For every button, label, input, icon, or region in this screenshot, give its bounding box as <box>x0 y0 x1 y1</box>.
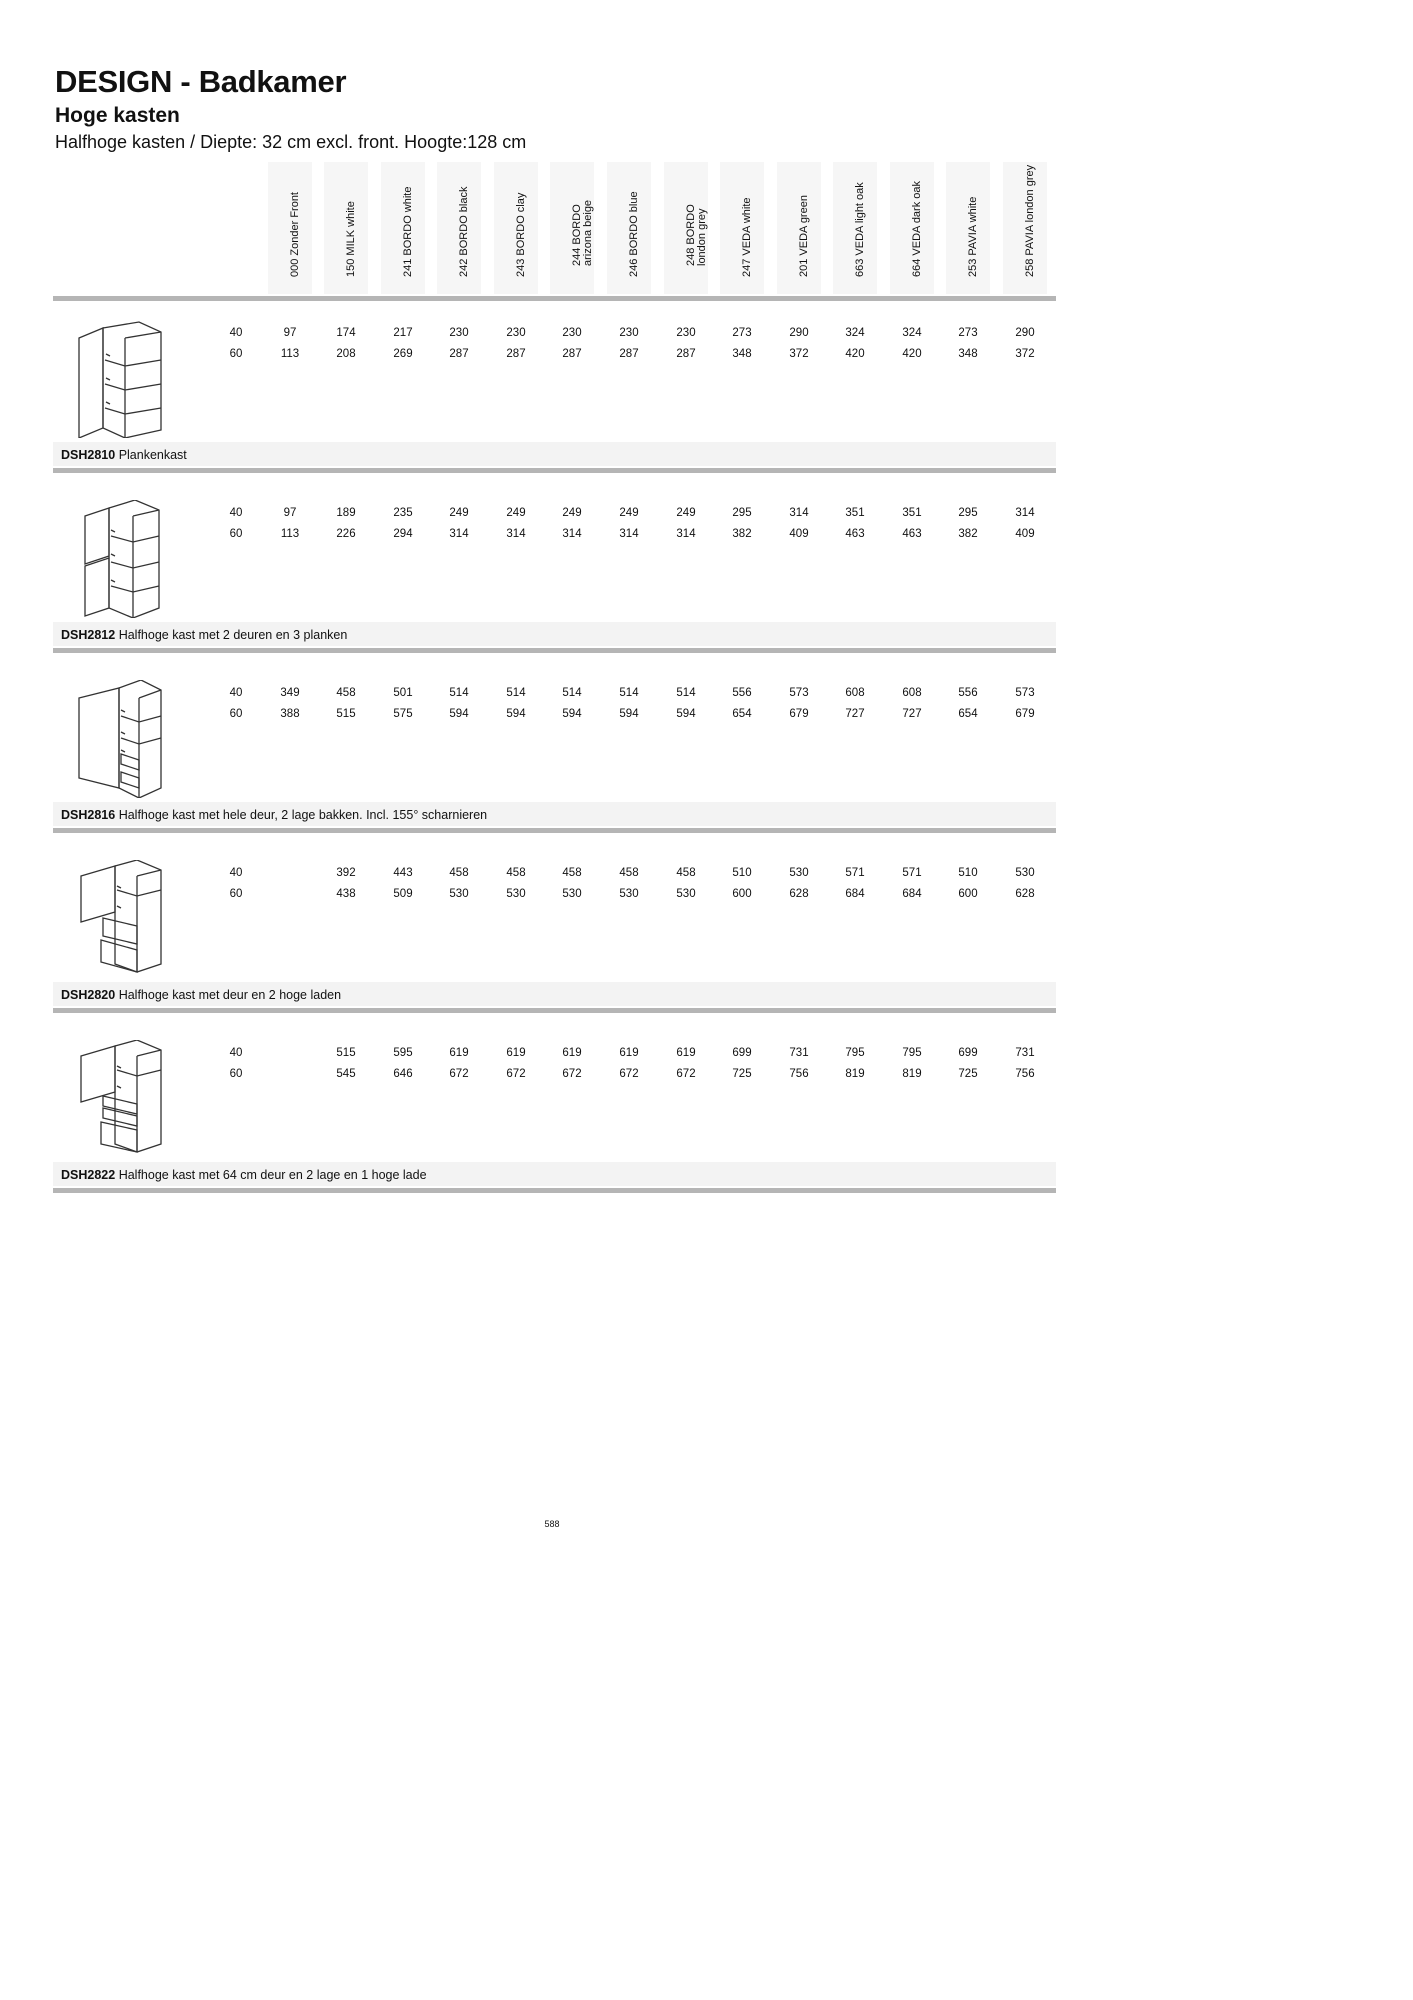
price-cell: 113 <box>280 528 300 540</box>
price-cell: 458 <box>676 867 696 879</box>
column-header-label: 246 BORDO blue <box>628 191 640 277</box>
price-cell: 819 <box>902 1068 922 1080</box>
product-label-bar <box>53 1162 1056 1186</box>
page-number: 588 <box>544 1519 560 1529</box>
price-cell: 672 <box>676 1068 696 1080</box>
price-cell: 458 <box>449 867 469 879</box>
price-cell: 530 <box>449 888 469 900</box>
price-cell: 556 <box>732 687 752 699</box>
cabinet-diagram <box>75 860 165 978</box>
price-cell: 324 <box>845 327 865 339</box>
price-cell: 249 <box>449 507 469 519</box>
price-cell: 392 <box>336 867 356 879</box>
product-name: Halfhoge kast met hele deur, 2 lage bakken. Incl. 155° scharnieren <box>118 808 488 822</box>
column-header-label: 664 VEDA dark oak <box>911 180 923 277</box>
column-header-label: 000 Zonder Front <box>289 192 301 277</box>
price-cell: 672 <box>506 1068 526 1080</box>
price-cell: 619 <box>449 1047 469 1059</box>
price-cell: 530 <box>1015 867 1035 879</box>
price-cell: 208 <box>336 348 356 360</box>
price-cell: 514 <box>449 687 469 699</box>
price-cell: 174 <box>336 327 356 339</box>
price-cell: 324 <box>902 327 922 339</box>
product-label <box>61 808 487 822</box>
price-cell: 654 <box>732 708 752 720</box>
price-cell: 420 <box>902 348 922 360</box>
price-cell: 314 <box>562 528 582 540</box>
price-cell: 388 <box>280 708 300 720</box>
price-cell: 556 <box>958 687 978 699</box>
product-block <box>53 302 1056 482</box>
column-header <box>890 162 934 294</box>
price-cell: 514 <box>676 687 696 699</box>
column-header <box>777 162 821 294</box>
product-block <box>53 842 1056 1022</box>
column-header <box>437 162 481 294</box>
price-cell: 619 <box>619 1047 639 1059</box>
price-cell: 372 <box>789 348 809 360</box>
price-cell: 679 <box>789 708 809 720</box>
page-title: DESIGN - Badkamer <box>55 64 347 99</box>
price-cell: 571 <box>902 867 922 879</box>
price-cell: 382 <box>732 528 752 540</box>
column-header <box>607 162 651 294</box>
price-cell: 573 <box>1015 687 1035 699</box>
product-label <box>61 628 347 642</box>
price-cell: 230 <box>676 327 696 339</box>
product-block <box>53 1022 1056 1202</box>
price-cell: 571 <box>845 867 865 879</box>
price-cell: 510 <box>958 867 978 879</box>
price-cell: 608 <box>845 687 865 699</box>
price-cell: 727 <box>902 708 922 720</box>
product-label-bar <box>53 622 1056 646</box>
price-cell: 672 <box>619 1068 639 1080</box>
price-cell: 501 <box>393 687 413 699</box>
price-cell: 514 <box>506 687 526 699</box>
product-name: Halfhoge kast met deur en 2 hoge laden <box>118 988 342 1002</box>
price-cell: 235 <box>393 507 413 519</box>
product-block <box>53 662 1056 842</box>
cabinet-diagram <box>75 680 165 798</box>
price-cell: 619 <box>562 1047 582 1059</box>
product-label <box>61 448 187 462</box>
price-cell: 230 <box>506 327 526 339</box>
column-header <box>494 162 538 294</box>
price-cell: 290 <box>1015 327 1035 339</box>
product-code: DSH2816 <box>61 808 116 822</box>
price-cell: 458 <box>506 867 526 879</box>
width-label: 40 <box>229 867 243 879</box>
product-label-bar <box>53 802 1056 826</box>
product-name: Halfhoge kast met 64 cm deur en 2 lage en 1 hoge lade <box>118 1168 427 1182</box>
column-header <box>720 162 764 294</box>
product-label-bar <box>53 982 1056 1006</box>
width-label: 40 <box>229 327 243 339</box>
price-cell: 287 <box>506 348 526 360</box>
column-header <box>324 162 368 294</box>
price-cell: 573 <box>789 687 809 699</box>
column-header <box>1003 162 1047 294</box>
price-cell: 189 <box>336 507 356 519</box>
column-header-label: 248 BORDO london grey <box>685 204 708 266</box>
price-cell: 443 <box>393 867 413 879</box>
price-cell: 463 <box>845 528 865 540</box>
price-cell: 372 <box>1015 348 1035 360</box>
cabinet-diagram <box>75 1040 165 1158</box>
price-cell: 348 <box>958 348 978 360</box>
price-cell: 819 <box>845 1068 865 1080</box>
price-cell: 679 <box>1015 708 1035 720</box>
product-block <box>53 482 1056 662</box>
price-cell: 287 <box>619 348 639 360</box>
price-cell: 349 <box>280 687 300 699</box>
price-cell: 314 <box>1015 507 1035 519</box>
price-cell: 287 <box>562 348 582 360</box>
price-cell: 530 <box>676 888 696 900</box>
price-cell: 382 <box>958 528 978 540</box>
price-cell: 314 <box>449 528 469 540</box>
price-cell: 287 <box>449 348 469 360</box>
price-cell: 217 <box>393 327 413 339</box>
price-cell: 600 <box>958 888 978 900</box>
price-cell: 727 <box>845 708 865 720</box>
product-name: Plankenkast <box>118 448 187 462</box>
product-label-bar <box>53 442 1056 466</box>
price-cell: 594 <box>449 708 469 720</box>
price-cell: 646 <box>393 1068 413 1080</box>
price-cell: 684 <box>845 888 865 900</box>
price-cell: 530 <box>562 888 582 900</box>
page-description: Halfhoge kasten / Diepte: 32 cm excl. front. Hoogte:128 cm <box>55 132 527 152</box>
price-cell: 295 <box>958 507 978 519</box>
price-cell: 619 <box>506 1047 526 1059</box>
price-cell: 314 <box>676 528 696 540</box>
price-cell: 287 <box>676 348 696 360</box>
product-code: DSH2812 <box>61 628 116 642</box>
column-header-label: 150 MILK white <box>345 201 357 277</box>
price-cell: 595 <box>393 1047 413 1059</box>
price-cell: 756 <box>789 1068 809 1080</box>
price-cell: 756 <box>1015 1068 1035 1080</box>
price-cell: 351 <box>902 507 922 519</box>
price-cell: 725 <box>958 1068 978 1080</box>
price-cell: 230 <box>562 327 582 339</box>
price-cell: 314 <box>506 528 526 540</box>
price-cell: 351 <box>845 507 865 519</box>
price-cell: 514 <box>619 687 639 699</box>
price-cell: 725 <box>732 1068 752 1080</box>
product-label <box>61 1168 427 1182</box>
price-cell: 295 <box>732 507 752 519</box>
price-cell: 530 <box>506 888 526 900</box>
price-cell: 458 <box>336 687 356 699</box>
price-cell: 273 <box>958 327 978 339</box>
width-label: 60 <box>229 1068 243 1080</box>
price-cell: 97 <box>283 507 297 519</box>
section-rule <box>53 468 1056 473</box>
price-cell: 594 <box>619 708 639 720</box>
price-cell: 514 <box>562 687 582 699</box>
section-rule <box>53 828 1056 833</box>
price-cell: 230 <box>619 327 639 339</box>
price-cell: 458 <box>619 867 639 879</box>
width-label: 60 <box>229 348 243 360</box>
price-cell: 515 <box>336 1047 356 1059</box>
price-cell: 594 <box>676 708 696 720</box>
column-header-label: 663 VEDA light oak <box>854 182 866 277</box>
price-cell: 545 <box>336 1068 356 1080</box>
width-label: 40 <box>229 687 243 699</box>
price-cell: 314 <box>619 528 639 540</box>
price-cell: 509 <box>393 888 413 900</box>
column-header-label: 243 BORDO clay <box>515 192 527 277</box>
column-header <box>550 162 594 294</box>
price-cell: 510 <box>732 867 752 879</box>
column-header-label: 242 BORDO black <box>458 186 470 277</box>
cabinet-diagram <box>75 320 165 438</box>
price-cell: 249 <box>506 507 526 519</box>
price-cell: 684 <box>902 888 922 900</box>
price-cell: 409 <box>1015 528 1035 540</box>
price-cell: 438 <box>336 888 356 900</box>
price-cell: 731 <box>1015 1047 1035 1059</box>
column-header <box>268 162 312 294</box>
product-code: DSH2822 <box>61 1168 116 1182</box>
column-header-label: 253 PAVIA white <box>967 196 979 277</box>
price-cell: 594 <box>506 708 526 720</box>
column-header-label: 241 BORDO white <box>402 186 414 277</box>
width-label: 40 <box>229 1047 243 1059</box>
price-cell: 249 <box>619 507 639 519</box>
price-cell: 113 <box>280 348 300 360</box>
column-header <box>833 162 877 294</box>
product-code: DSH2820 <box>61 988 116 1002</box>
price-cell: 458 <box>562 867 582 879</box>
price-cell: 420 <box>845 348 865 360</box>
price-cell: 97 <box>283 327 297 339</box>
column-header-label: 258 PAVIA london grey <box>1024 164 1036 277</box>
price-cell: 628 <box>789 888 809 900</box>
price-cell: 600 <box>732 888 752 900</box>
column-header <box>946 162 990 294</box>
price-cell: 348 <box>732 348 752 360</box>
price-cell: 699 <box>732 1047 752 1059</box>
price-cell: 575 <box>393 708 413 720</box>
header-rule <box>53 296 1056 301</box>
price-cell: 515 <box>336 708 356 720</box>
price-cell: 672 <box>449 1068 469 1080</box>
width-label: 60 <box>229 708 243 720</box>
price-cell: 530 <box>789 867 809 879</box>
price-cell: 608 <box>902 687 922 699</box>
price-cell: 230 <box>449 327 469 339</box>
price-cell: 290 <box>789 327 809 339</box>
width-label: 60 <box>229 528 243 540</box>
price-cell: 273 <box>732 327 752 339</box>
section-rule <box>53 1008 1056 1013</box>
price-cell: 795 <box>845 1047 865 1059</box>
price-cell: 294 <box>393 528 413 540</box>
price-cell: 628 <box>1015 888 1035 900</box>
column-header <box>664 162 708 294</box>
product-name: Halfhoge kast met 2 deuren en 3 planken <box>118 628 348 642</box>
column-header-label: 201 VEDA green <box>798 195 810 277</box>
price-cell: 594 <box>562 708 582 720</box>
price-cell: 463 <box>902 528 922 540</box>
width-label: 40 <box>229 507 243 519</box>
price-cell: 672 <box>562 1068 582 1080</box>
page-subtitle: Hoge kasten <box>55 104 180 127</box>
product-label <box>61 988 341 1002</box>
price-cell: 619 <box>676 1047 696 1059</box>
price-cell: 249 <box>562 507 582 519</box>
price-cell: 226 <box>336 528 356 540</box>
section-rule <box>53 1188 1056 1193</box>
price-cell: 731 <box>789 1047 809 1059</box>
price-cell: 699 <box>958 1047 978 1059</box>
product-code: DSH2810 <box>61 448 116 462</box>
price-cell: 269 <box>393 348 413 360</box>
width-label: 60 <box>229 888 243 900</box>
price-cell: 249 <box>676 507 696 519</box>
price-cell: 795 <box>902 1047 922 1059</box>
section-rule <box>53 648 1056 653</box>
price-cell: 654 <box>958 708 978 720</box>
column-header <box>381 162 425 294</box>
cabinet-diagram <box>75 500 165 618</box>
price-cell: 530 <box>619 888 639 900</box>
price-cell: 409 <box>789 528 809 540</box>
column-header-label: 247 VEDA white <box>741 197 753 277</box>
column-header-label: 244 BORDO arizona beige <box>571 199 594 266</box>
price-cell: 314 <box>789 507 809 519</box>
